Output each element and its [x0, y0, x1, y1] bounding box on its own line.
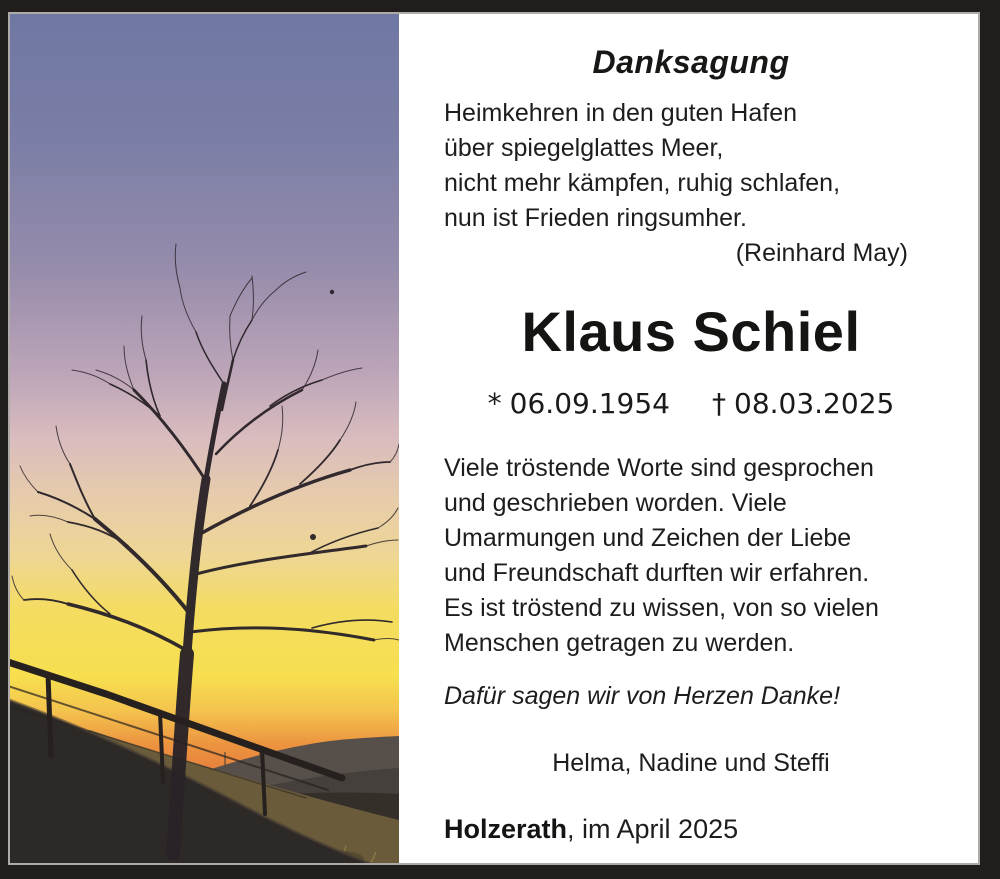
life-dates: [444, 387, 938, 421]
location-name: Holzerath: [444, 814, 568, 844]
date-suffix: , im April 2025: [567, 814, 739, 844]
thanks-line: und Freundschaft durften wir erfahren.: [444, 559, 870, 587]
deceased-name: Klaus Schiel: [521, 300, 861, 363]
thanks-line: Es ist tröstend zu wissen, von so vielen: [444, 594, 879, 622]
family-names: Helma, Nadine und Steffi: [552, 749, 830, 777]
sunset-scene: [10, 14, 399, 863]
gratitude-line: Dafür sagen wir von Herzen Danke!: [444, 682, 841, 710]
thanks-line: Viele tröstende Worte sind gesprochen: [444, 454, 874, 482]
poem-line: nicht mehr kämpfen, ruhig schlafen,: [444, 169, 841, 197]
text-panel: [399, 14, 978, 863]
thanks-line: Menschen getragen zu werden.: [444, 629, 795, 657]
poem-line: Heimkehren in den guten Hafen: [444, 99, 798, 127]
poem: [444, 96, 938, 271]
death-symbol: †: [712, 387, 726, 420]
death-date: † 08.03.2025: [712, 387, 895, 420]
birth-date: * 06.09.1954: [487, 387, 670, 420]
birth-symbol: *: [487, 387, 502, 420]
thanks-paragraph: [444, 451, 938, 661]
poem-line: nun ist Frieden ringsumher.: [444, 204, 747, 232]
thanks-line: Umarmungen und Zeichen der Liebe: [444, 524, 852, 552]
location-date-line: [444, 811, 938, 847]
notice-card: [8, 12, 980, 865]
poem-line: über spiegelglattes Meer,: [444, 134, 724, 162]
poem-attribution: (Reinhard May): [735, 239, 908, 267]
thanks-line: und geschrieben worden. Viele: [444, 489, 787, 517]
memorial-photo: [10, 14, 399, 863]
notice-title: Danksagung: [592, 44, 790, 80]
